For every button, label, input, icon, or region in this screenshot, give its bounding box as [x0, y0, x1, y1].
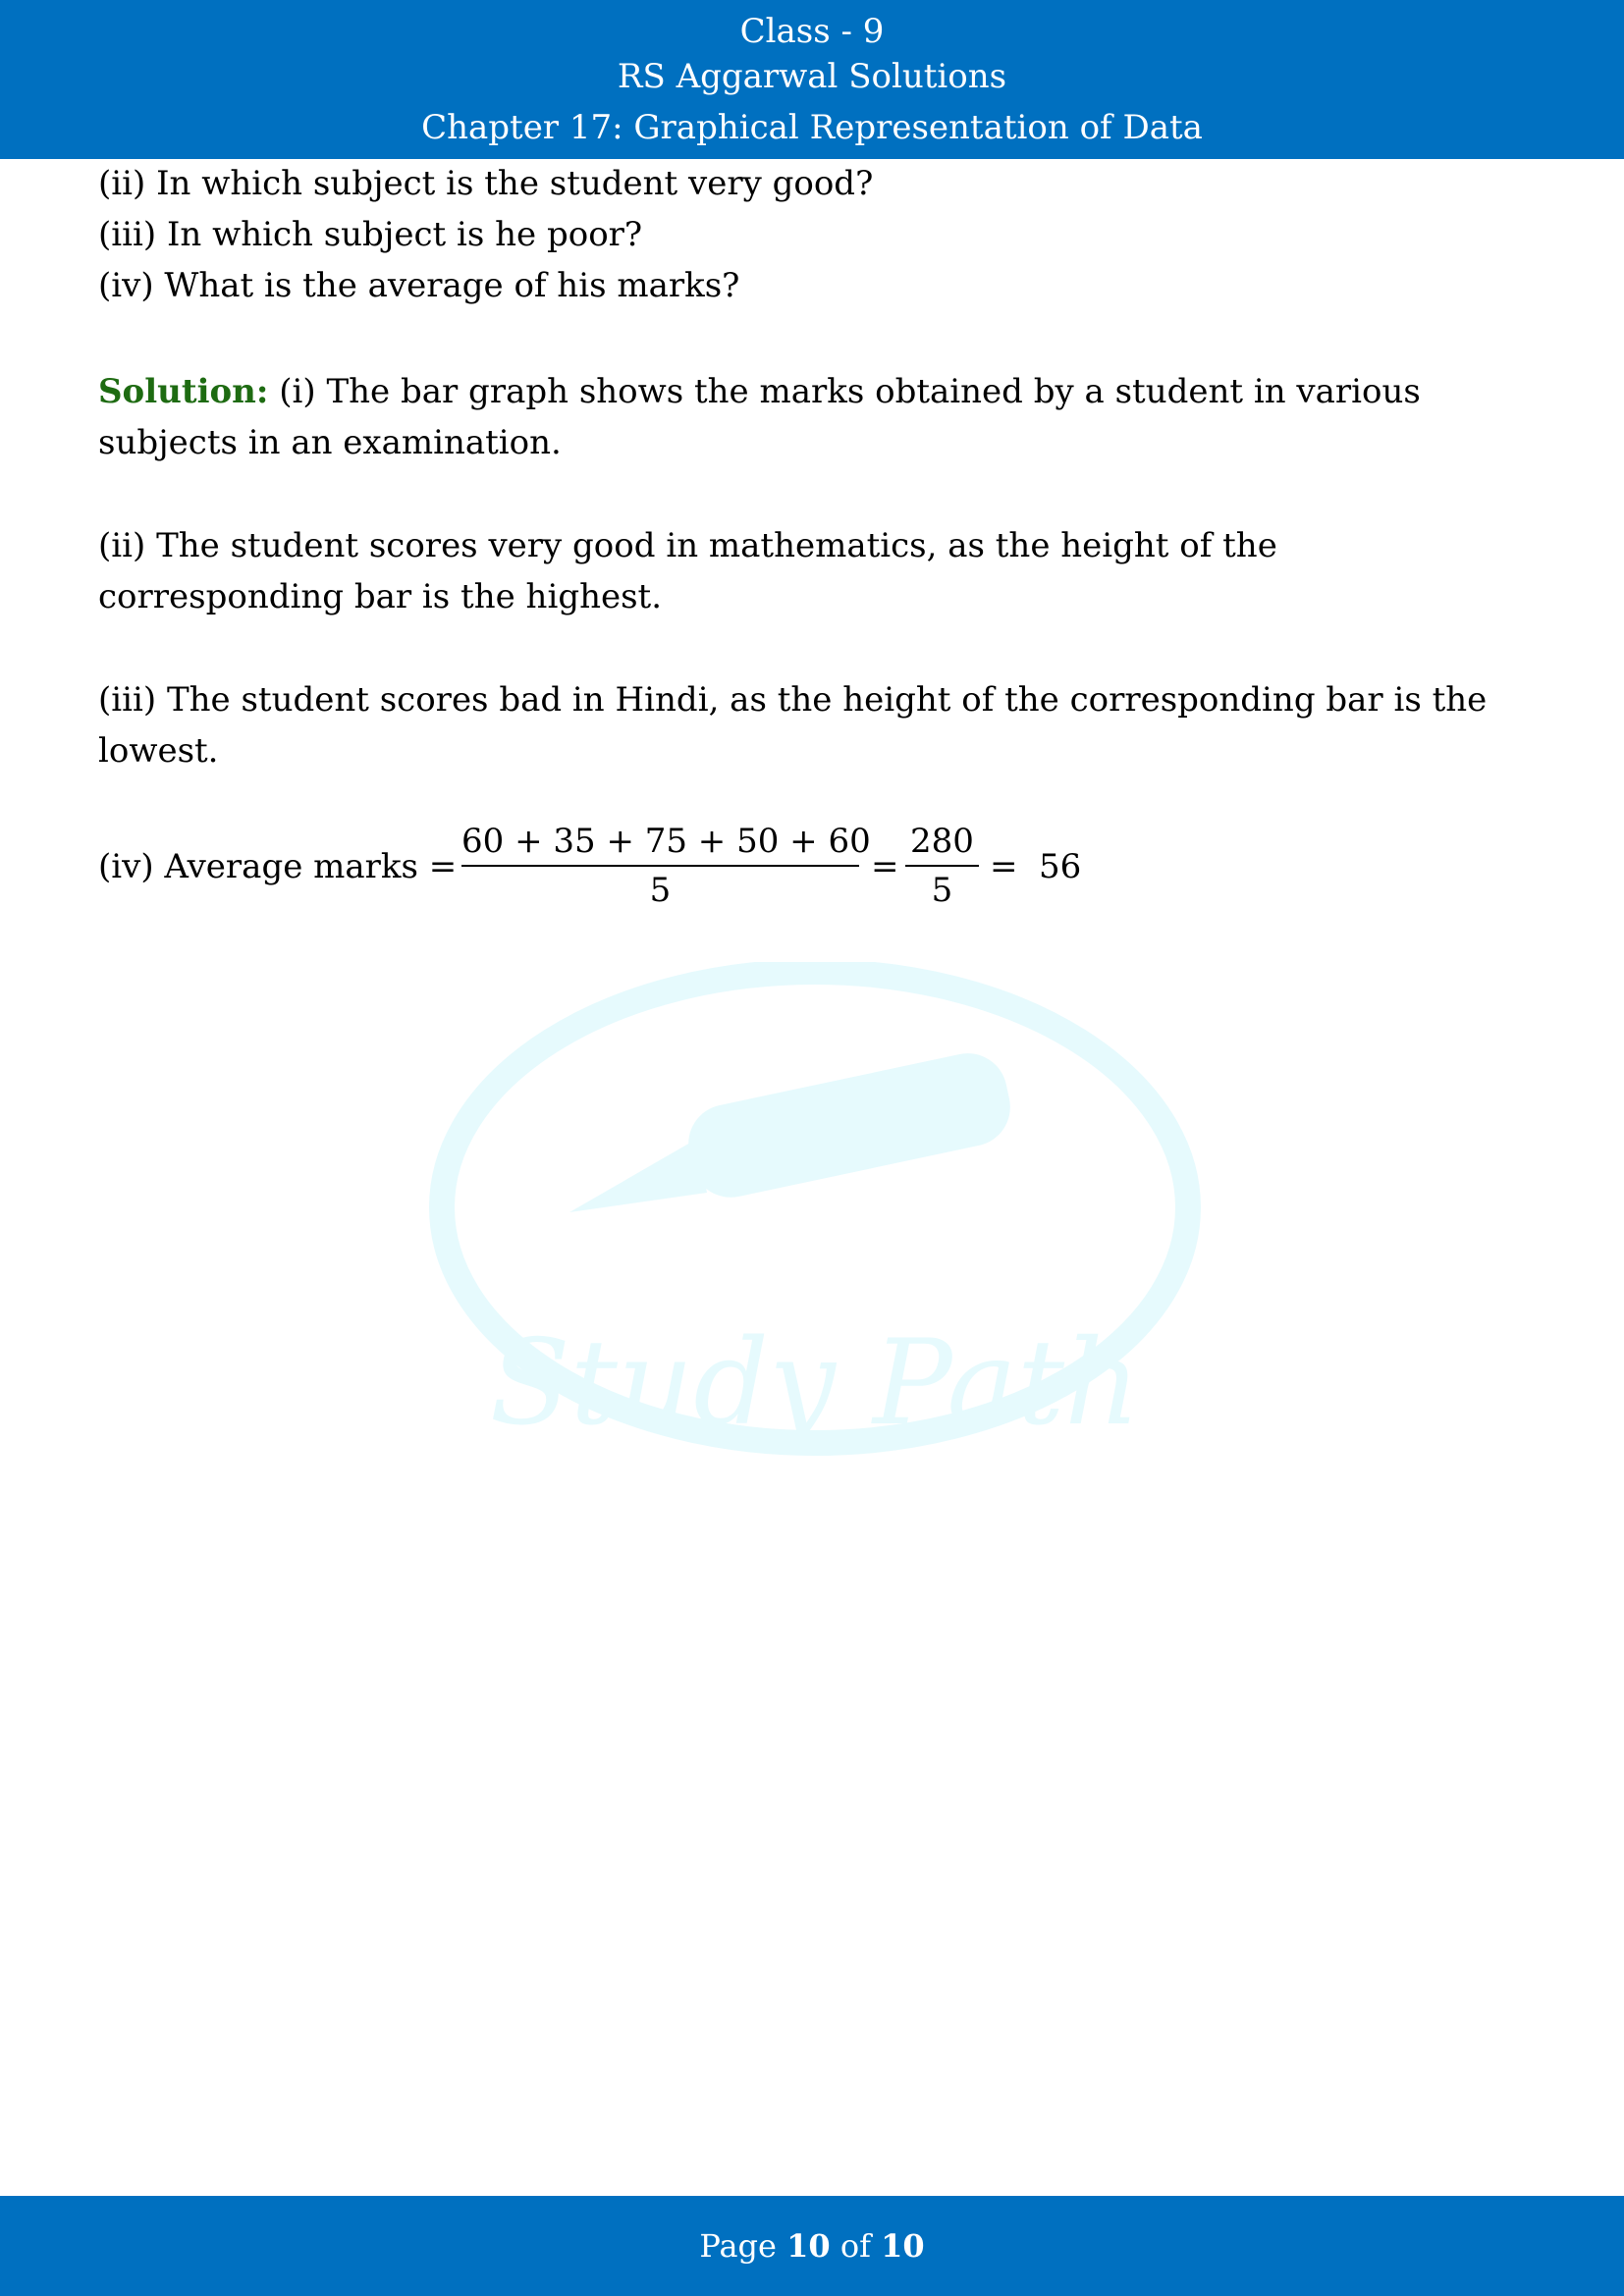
question-ii: (ii) In which subject is the student very good?	[98, 164, 874, 203]
watermark-text: Study Path	[489, 1315, 1141, 1452]
sum-fraction	[461, 820, 871, 912]
solution-part-i-text: (i) The bar graph shows the marks obtained by a student in various subjects in an examination.	[98, 372, 1421, 462]
solution-part-ii: (ii) The student scores very good in mathematics, as the height of the corresponding bar is the highest.	[98, 526, 1277, 616]
class-label: Class - 9	[739, 12, 885, 51]
question-iii: (iii) In which subject is he poor?	[98, 215, 643, 254]
page-header	[0, 0, 1624, 159]
fraction-bar-2	[905, 865, 979, 867]
average-prefix: (iv) Average marks =	[98, 847, 458, 886]
book-title: RS Aggarwal Solutions	[617, 57, 1007, 96]
question-iv: (iv) What is the average of his marks?	[98, 266, 740, 305]
solution-label: Solution:	[98, 372, 269, 411]
total-fraction	[905, 820, 979, 912]
total-pages-number: 10	[881, 2227, 925, 2265]
sum-numerator: 60 + 35 + 75 + 50 + 60	[461, 822, 871, 861]
current-page-number: 10	[786, 2227, 831, 2265]
pen-icon	[569, 1046, 1017, 1212]
solution-part-iii: (iii) The student scores bad in Hindi, as the height of the corresponding bar is the lowest.	[98, 680, 1488, 771]
page-word: Page	[699, 2227, 777, 2265]
total-denominator: 5	[931, 871, 953, 910]
equals-sign-1: =	[871, 847, 899, 886]
study-path-watermark	[422, 962, 1208, 1472]
total-numerator: 280	[910, 822, 974, 861]
fraction-bar	[461, 865, 859, 867]
chapter-title: Chapter 17: Graphical Representation of Data	[421, 108, 1203, 147]
of-word: of	[839, 2227, 871, 2265]
average-result: 56	[1039, 847, 1082, 886]
page-footer	[0, 2196, 1624, 2296]
sum-denominator: 5	[649, 871, 672, 910]
equals-sign-2: =	[990, 847, 1018, 886]
solution-part-i	[98, 366, 1512, 468]
